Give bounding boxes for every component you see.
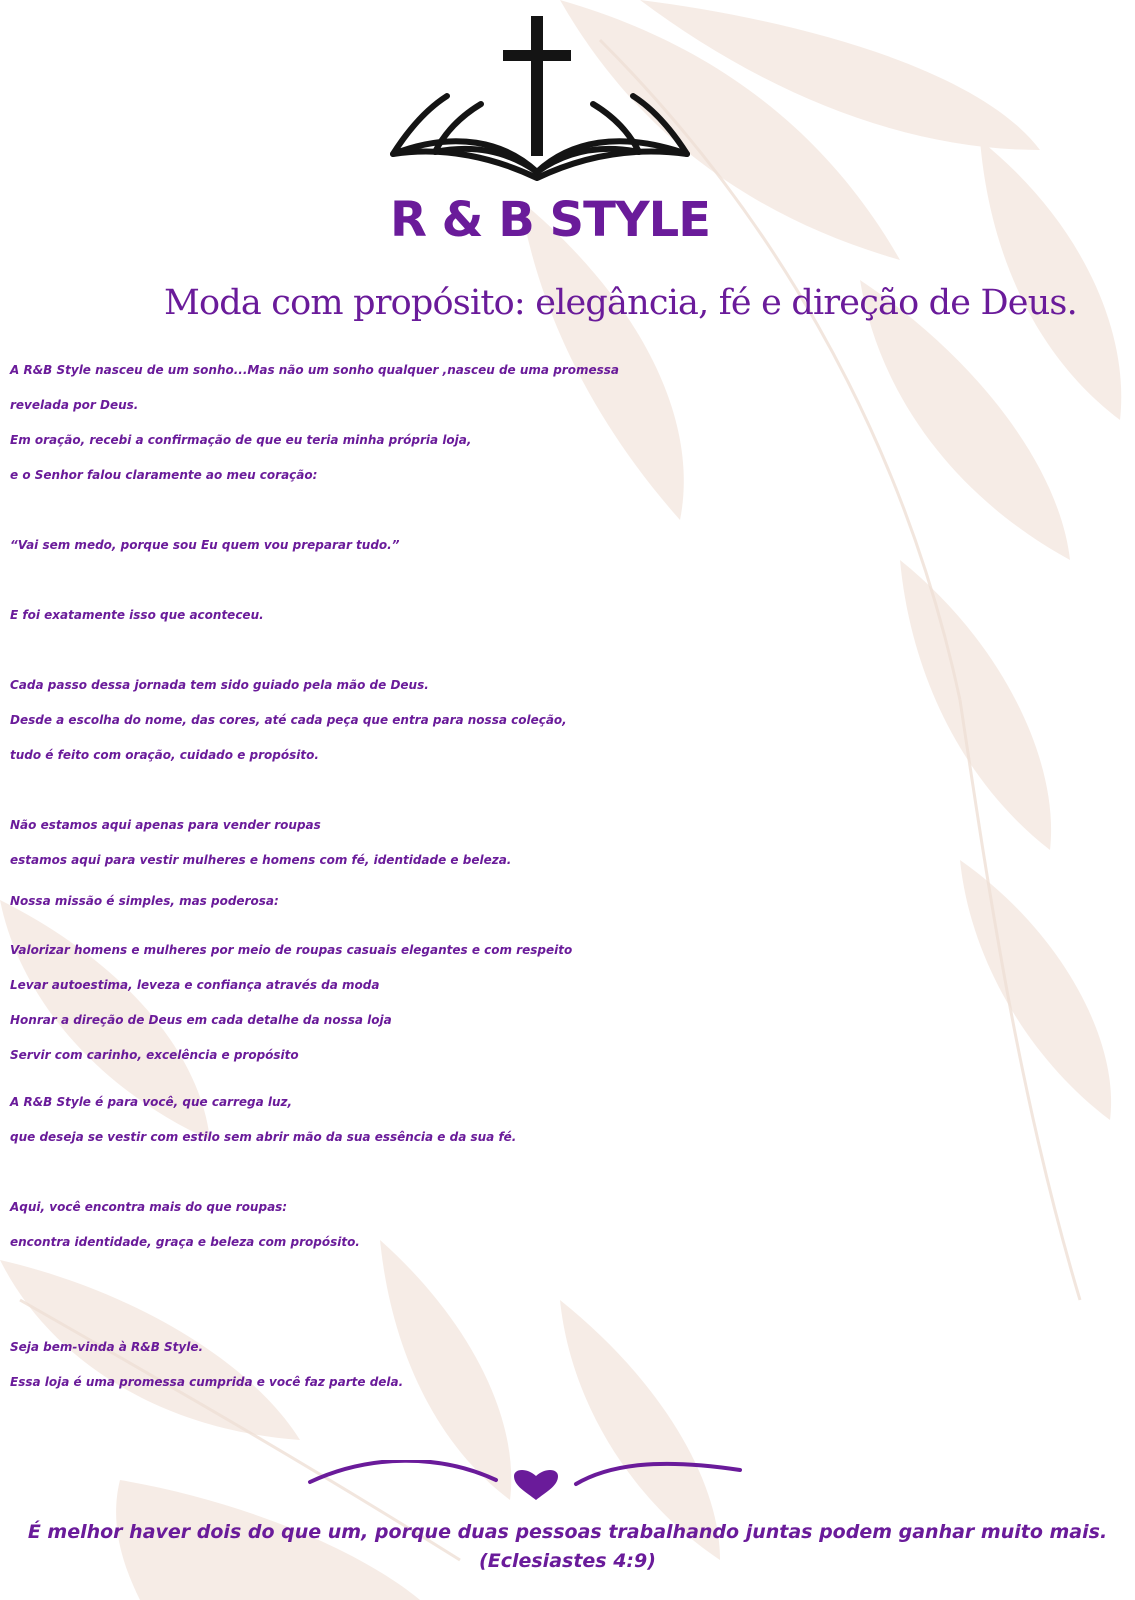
journey-line: Desde a escolha do nome, das cores, até cada peça que entra para nossa coleção, — [10, 713, 567, 727]
mission-item: Levar autoestima, leveza e confiança através da moda — [10, 978, 380, 992]
intro-line: A R&B Style nasceu de um sonho...Mas não um sonho qualquer ,nasceu de uma promessa — [10, 363, 619, 377]
cross-over-open-bible-icon — [385, 12, 705, 192]
welcome-line: Essa loja é uma promessa cumprida e você faz parte dela. — [10, 1375, 404, 1389]
intro-line: e o Senhor falou claramente ao meu coração: — [10, 468, 318, 482]
journey-line: Cada passo dessa jornada tem sido guiado pela mão de Deus. — [10, 678, 429, 692]
intro-line: revelada por Deus. — [10, 398, 139, 412]
verse-text: É melhor haver dois do que um, porque duas pessoas trabalhando juntas podem ganhar muito mais. — [27, 1521, 1108, 1543]
more-line: Aqui, você encontra mais do que roupas: — [10, 1200, 288, 1214]
divine-quote: “Vai sem medo, porque sou Eu quem vou preparar tudo.” — [10, 538, 400, 552]
story-text — [10, 353, 1125, 1400]
more-line: encontra identidade, graça e beleza com propósito. — [10, 1235, 360, 1249]
for-you-line: A R&B Style é para você, que carrega luz, — [10, 1095, 293, 1109]
result-line: E foi exatamente isso que aconteceu. — [10, 608, 264, 622]
for-you-line: que deseja se vestir com estilo sem abrir mão da sua essência e da sua fé. — [10, 1130, 517, 1144]
mission-item: Valorizar homens e mulheres por meio de roupas casuais elegantes e com respeito — [10, 943, 573, 957]
verse-reference: (Eclesiastes 4:9) — [479, 1550, 656, 1572]
heart-flourish-icon — [300, 1460, 780, 1510]
welcome-line: Seja bem-vinda à R&B Style. — [10, 1340, 204, 1354]
purpose-line: estamos aqui para vestir mulheres e homens com fé, identidade e beleza. — [10, 853, 512, 867]
intro-line: Em oração, recebi a confirmação de que eu teria minha própria loja, — [10, 433, 472, 447]
bible-verse — [0, 1518, 1135, 1576]
brand-title: R & B STYLE — [390, 192, 710, 248]
tagline: Moda com propósito: elegância, fé e direção de Deus. — [164, 283, 1077, 323]
mission-heading: Nossa missão é simples, mas poderosa: — [10, 894, 279, 908]
mission-item: Servir com carinho, excelência e propósito — [10, 1048, 299, 1062]
journey-line: tudo é feito com oração, cuidado e propósito. — [10, 748, 319, 762]
mission-item: Honrar a direção de Deus em cada detalhe da nossa loja — [10, 1013, 392, 1027]
purpose-line: Não estamos aqui apenas para vender roupas — [10, 818, 321, 832]
